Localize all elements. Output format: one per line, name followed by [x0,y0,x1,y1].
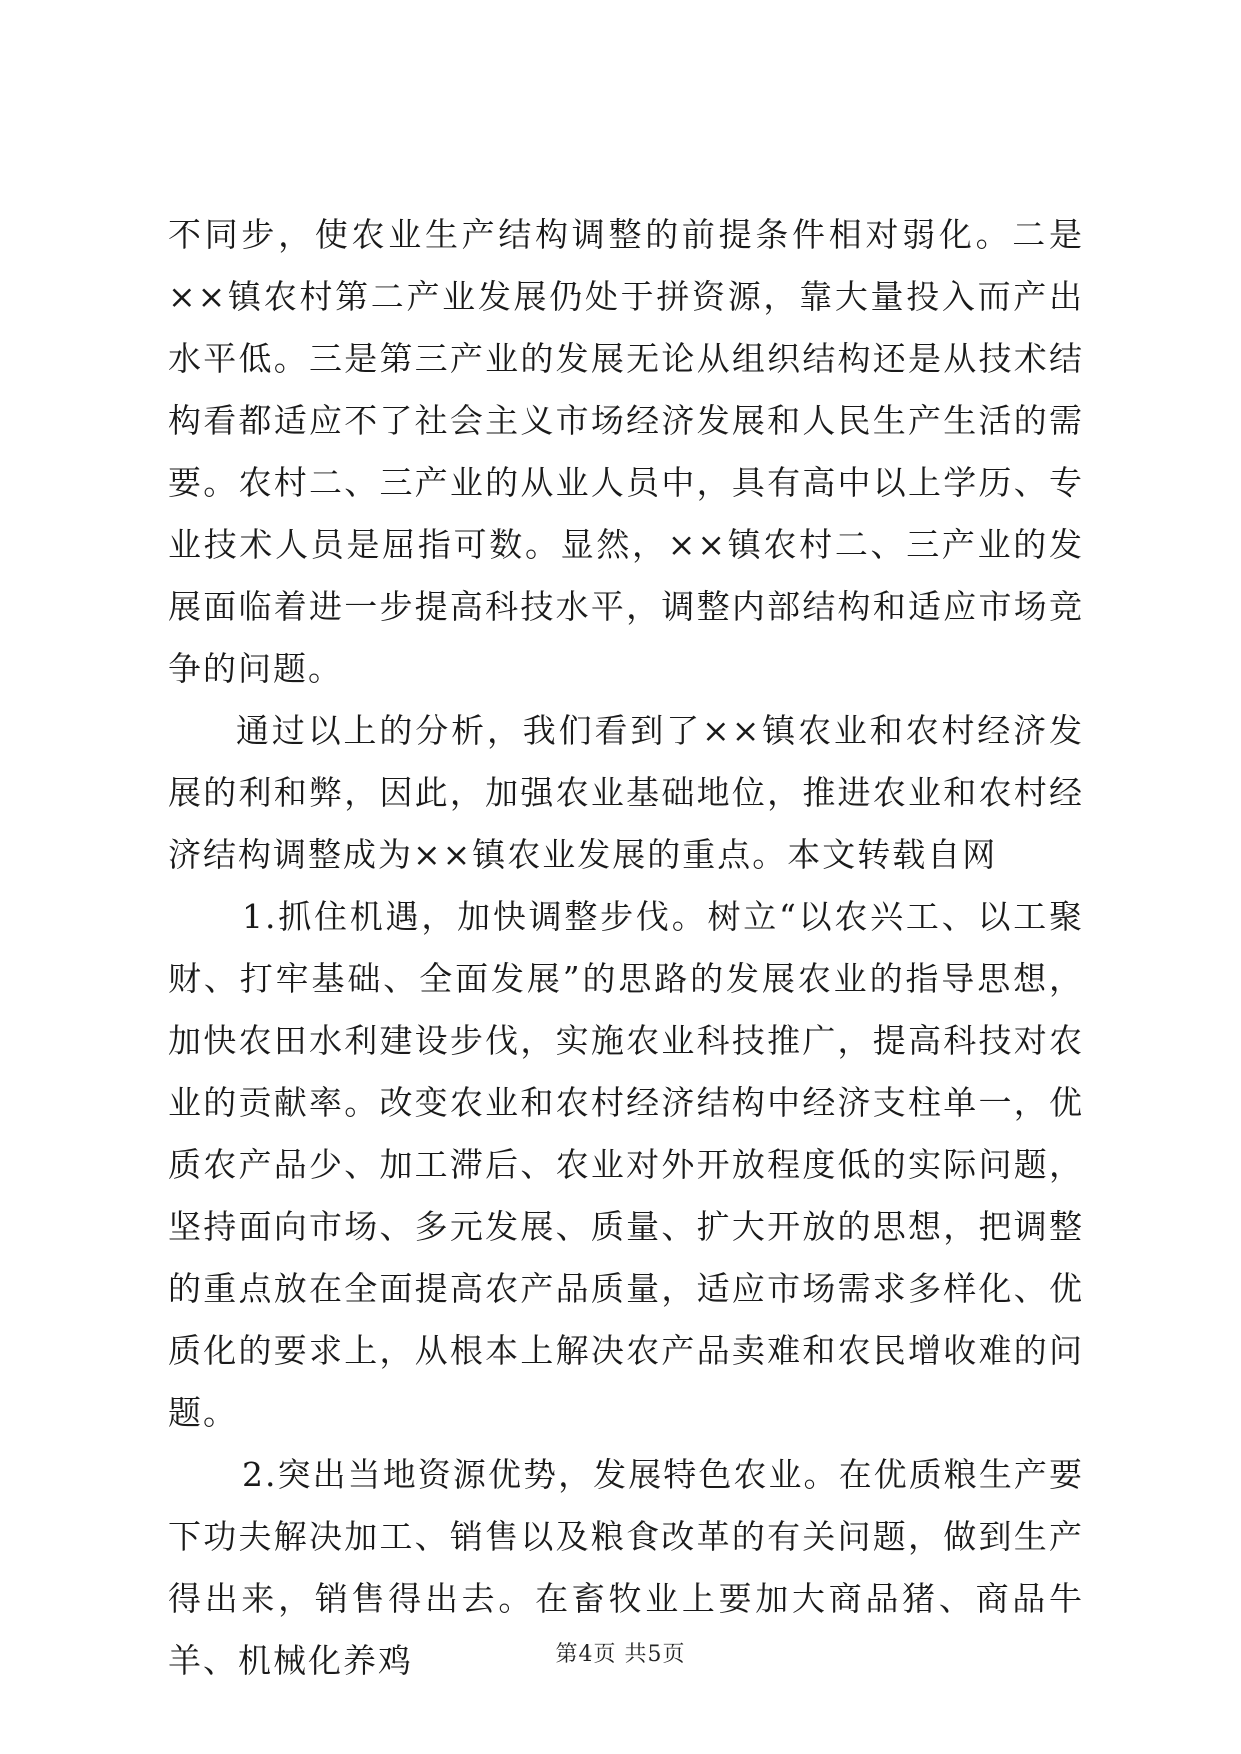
page-footer: 第4页 共5页 [555,1642,686,1667]
paragraph-continuation: 不同步，使农业生产结构调整的前提条件相对弱化。二是××镇农村第二产业发展仍处于拼资源，靠大量投入而产出水平低。三是第三产业的发展无论从组织结构还是从技术结构看都适应不了社会主义市场经济发展和人民生产生活的需要。农村二、三产业的从业人员中，具有高中以上学历、专业技术人员是屈指可数。显然，××镇农村二、三产业的发展面临着进一步提高科技水平，调整内部结构和适应市场竞争的问题。 [168,215,1084,688]
paragraph-item-1: 1.抓住机遇，加快调整步伐。树立“以农兴工、以工聚财、打牢基础、全面发展”的思路的发展农业的指导思想，加快农田水利建设步伐，实施农业科技推广，提高科技对农业的贡献率。改变农业和农村经济结构中经济支柱单一，优质农产品少、加工滞后、农业对外开放程度低的实际问题，坚持面向市场、多元发展、质量、扩大开放的思想，把调整的重点放在全面提高农产品质量，适应市场需求多样化、优质化的要求上，从根本上解决农产品卖难和农民增收难的问题。 [168,897,1084,1432]
document-body [168,204,1084,1692]
paragraph-item-2: 2.突出当地资源优势，发展特色农业。在优质粮生产要下功夫解决加工、销售以及粮食改革的有关问题，做到生产得出来，销售得出去。在畜牧业上要加大商品猪、商品牛羊、机械化养鸡 [168,1455,1084,1680]
paragraph-analysis: 通过以上的分析，我们看到了××镇农业和农村经济发展的利和弊，因此，加强农业基础地位，推进农业和农村经济结构调整成为××镇农业发展的重点。本文转载自网 [168,711,1084,874]
